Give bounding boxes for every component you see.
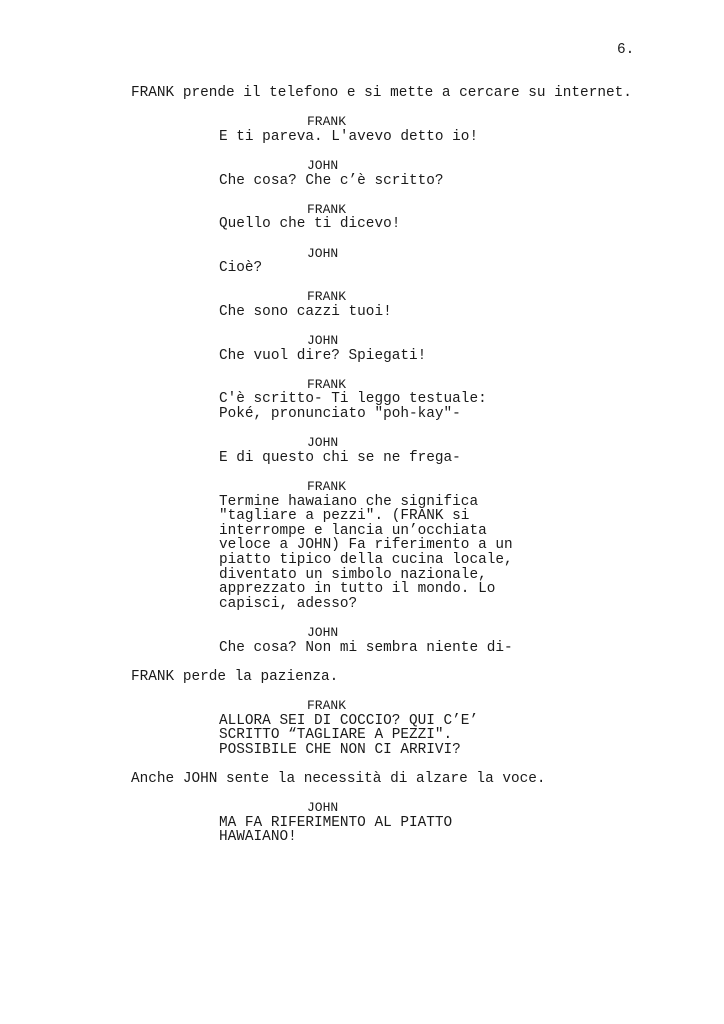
dialogue-line: Poké, pronunciato "poh-kay"- xyxy=(219,406,461,423)
block-spacer xyxy=(131,655,691,670)
dialogue-line: HAWAIANO! xyxy=(219,829,297,846)
dialogue-line: E di questo chi se ne frega- xyxy=(219,449,461,466)
block-spacer xyxy=(131,188,691,203)
block-spacer xyxy=(131,144,691,159)
dialogue-line: MA FA RIFERIMENTO AL PIATTO xyxy=(219,814,453,831)
dialogue-line: Cioè? xyxy=(219,260,263,277)
character-name: JOHN xyxy=(307,157,339,173)
block-spacer xyxy=(131,684,691,699)
block-spacer xyxy=(131,787,691,802)
dialogue-line: Che cosa? Non mi sembra niente di- xyxy=(219,639,513,656)
block-spacer xyxy=(131,611,691,626)
character-name: JOHN xyxy=(307,333,339,349)
dialogue-block xyxy=(131,378,691,422)
dialogue-line: diventato un simbolo nazionale, xyxy=(219,566,487,583)
action-line: FRANK perde la pazienza. xyxy=(131,668,339,685)
dialogue-block xyxy=(131,203,691,232)
dialogue-block xyxy=(131,699,691,757)
dialogue-line: Termine hawaiano che significa xyxy=(219,493,479,510)
block-spacer xyxy=(131,363,691,378)
action-line: FRANK prende il telefono e si mette a cercare su internet. xyxy=(131,85,632,101)
dialogue-line: POSSIBILE CHE NON CI ARRIVI? xyxy=(219,741,461,758)
dialogue-block xyxy=(131,115,691,144)
dialogue-line: piatto tipico della cucina locale, xyxy=(219,552,513,568)
character-name: FRANK xyxy=(307,697,347,713)
action-block xyxy=(131,772,691,787)
dialogue-line: SCRITTO “TAGLIARE A PEZZI". xyxy=(219,727,453,744)
character-name: FRANK xyxy=(307,479,347,495)
action-block xyxy=(131,670,691,685)
dialogue-line: Che sono cazzi tuoi! xyxy=(219,303,392,320)
block-spacer xyxy=(131,422,691,437)
dialogue-line: "tagliare a pezzi". (FRANK si xyxy=(219,508,470,525)
dialogue-line: veloce a JOHN) Fa riferimento a un xyxy=(219,537,513,554)
dialogue-line: Che cosa? Che c’è scritto? xyxy=(219,172,444,189)
dialogue-block xyxy=(131,801,691,845)
dialogue-line: C'è scritto- Ti leggo testuale: xyxy=(219,391,487,408)
character-name: JOHN xyxy=(307,800,339,816)
dialogue-block xyxy=(131,626,691,655)
character-name: FRANK xyxy=(307,114,347,130)
dialogue-block xyxy=(131,290,691,319)
block-spacer xyxy=(131,276,691,291)
character-name: JOHN xyxy=(307,435,339,451)
action-block xyxy=(131,86,691,101)
dialogue-block xyxy=(131,247,691,276)
dialogue-block xyxy=(131,334,691,363)
character-name: FRANK xyxy=(307,376,347,392)
page-number: 6. xyxy=(617,42,635,58)
dialogue-block xyxy=(131,159,691,188)
character-name: JOHN xyxy=(307,245,339,261)
dialogue-line: capisci, adesso? xyxy=(219,595,358,612)
dialogue-line: E ti pareva. L'avevo detto io! xyxy=(219,128,479,145)
dialogue-line: interrompe e lancia un’occhiata xyxy=(219,522,487,539)
action-line: Anche JOHN sente la necessità di alzare la voce. xyxy=(131,770,546,787)
character-name: FRANK xyxy=(307,201,347,217)
dialogue-block xyxy=(131,480,691,611)
character-name: JOHN xyxy=(307,624,339,640)
block-spacer xyxy=(131,320,691,335)
block-spacer xyxy=(131,465,691,480)
character-name: FRANK xyxy=(307,289,347,305)
dialogue-line: ALLORA SEI DI COCCIO? QUI C’E’ xyxy=(219,712,479,729)
block-spacer xyxy=(131,101,691,116)
dialogue-block xyxy=(131,436,691,465)
dialogue-line: Quello che ti dicevo! xyxy=(219,216,401,233)
dialogue-line: Che vuol dire? Spiegati! xyxy=(219,347,427,364)
block-spacer xyxy=(131,232,691,247)
block-spacer xyxy=(131,757,691,772)
dialogue-line: apprezzato in tutto il mondo. Lo xyxy=(219,581,496,598)
screenplay-body xyxy=(131,86,691,845)
